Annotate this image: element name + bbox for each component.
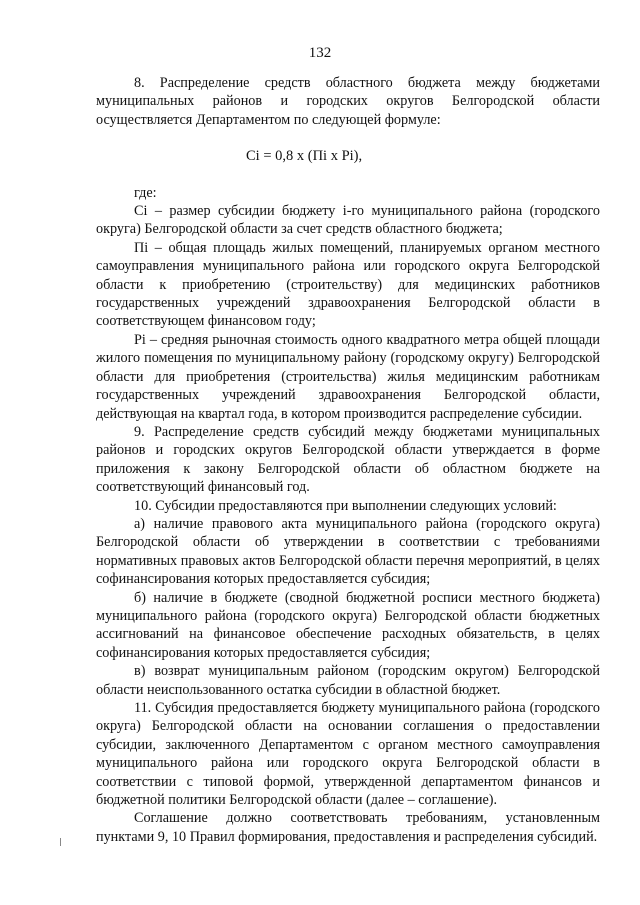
document-body: [96, 74, 600, 846]
definition-price: Pi – средняя рыночная стоимость одного квадратного метра общей площади жилого помещения по муниципальному району (городскому округу) Белгородской области для приобретения (строительства) жилья медицинским работникам государственных учреждений здравоохранения Белгородской области, действующая на квартал года, в котором производится распределение субсидии.: [96, 331, 600, 422]
paragraph-10: 10. Субсидии предоставляются при выполнении следующих условий:: [134, 497, 557, 514]
paragraph-11: 11. Субсидия предоставляется бюджету муниципального района (городского округа) Белгородской области на основании соглашения о предоставлении субсидии, заключенного Департаментом с органом местного самоуправления муниципального района или городского округа Белгородской области в соответствии с типовой формой, утвержденной департаментом финансов и бюджетной политики Белгородской области (далее – соглашение).: [96, 700, 600, 809]
agreement-requirements: Соглашение должно соответствовать требованиям, установленным пунктами 9, 10 Правил формирования, предоставления и распределения субсидий.: [96, 810, 600, 845]
condition-b: б) наличие в бюджете (сводной бюджетной росписи местного бюджета) муниципального района (городского округа) Белгородской области бюджетных ассигнований на финансовое обеспечение расходных обязательств, в целях софинансирования которых предоставляется субсидия;: [96, 589, 600, 661]
condition-a: а) наличие правового акта муниципального района (городского округа) Белгородской области об утверждении в соответствии с требованиями нормативных правовых актов Белгородской области перечня мероприятий, в целях софинансирования которых предоставляется субсидия;: [96, 515, 600, 588]
page-number: 132: [308, 45, 332, 61]
where-label: где:: [134, 184, 157, 201]
definition-ci: Ci – размер субсидии бюджету i-го муниципального района (городского округа) Белгородской области за счет средств областного бюджета;: [96, 203, 600, 238]
formula: Ci = 0,8 x (Пi x Pi),: [246, 148, 363, 165]
definition-area: Пi – общая площадь жилых помещений, планируемых органом местного самоуправления муниципального района или городского округа Белгородской области к приобретению (строительству) для медицинских работников государственных учреждений здравоохранения Белгородской области в соответствующем финансовом году;: [96, 239, 600, 330]
paragraph-8: 8. Распределение средств областного бюджета между бюджетами муниципальных районов и городских округов Белгородской области осуществляется Департаментом по следующей формуле:: [96, 75, 600, 128]
scan-artifact-mark: [60, 838, 61, 846]
paragraph-9: 9. Распределение средств субсидий между бюджетами муниципальных районов и городских округов Белгородской области утверждается в форме приложения к закону Белгородской области об областном бюджете на соответствующий финансовый год.: [96, 423, 600, 496]
condition-c: в) возврат муниципальным районом (городским округом) Белгородской области неиспользованного остатка субсидии в областной бюджет.: [96, 663, 600, 698]
